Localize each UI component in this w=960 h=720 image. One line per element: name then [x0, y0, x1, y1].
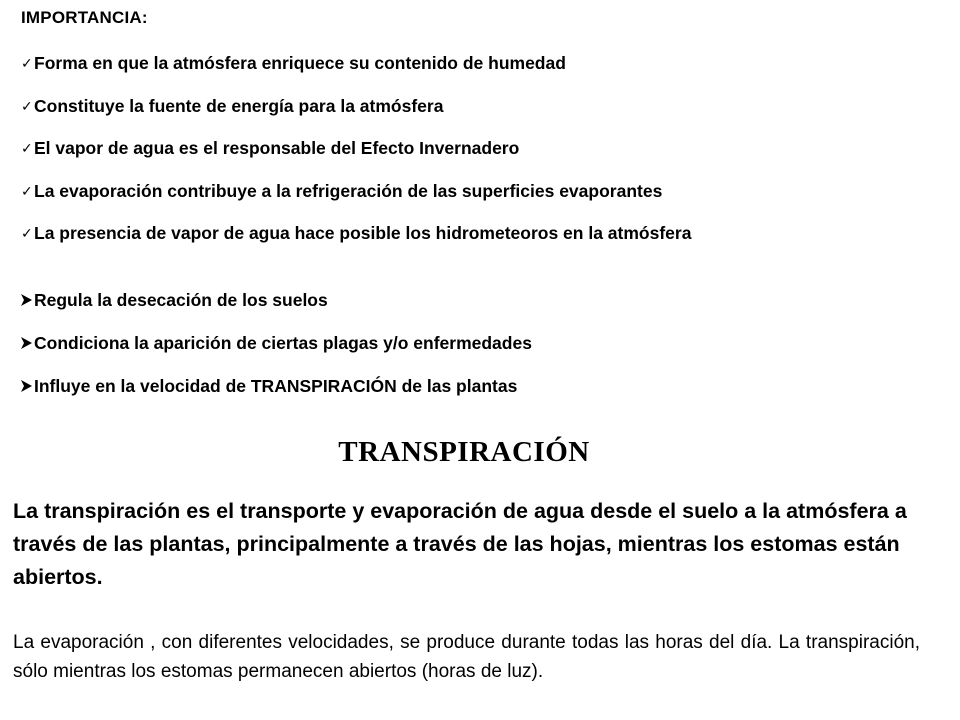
importance-check-list [21, 53, 691, 266]
importance-heading: IMPORTANCIA: [21, 8, 148, 27]
checkmark-icon: ✓ [21, 97, 33, 114]
checkmark-icon: ✓ [21, 140, 33, 156]
list-item [21, 223, 691, 243]
list-item-text: Constituye la fuente de energía para la atmósfera [34, 95, 444, 116]
list-item [21, 376, 532, 396]
section-title: TRANSPIRACIÓN [338, 436, 590, 468]
list-item [21, 53, 691, 73]
list-item-text: El vapor de agua es el responsable del Efecto Invernadero [34, 138, 520, 158]
list-item [21, 181, 691, 201]
list-item [21, 138, 691, 158]
definition-paragraph: La transpiración es el transporte y evaporación de agua desde el suelo a la atmósfera a través de las plantas, principalmente a través de las hojas, mientras los estomas están abiertos. [13, 499, 907, 589]
list-item-text: La presencia de vapor de agua hace posible los hidrometeoros en la atmósfera [34, 223, 692, 243]
list-item [21, 333, 532, 353]
importance-arrow-list [21, 290, 532, 419]
list-item-text: Regula la desecación de los suelos [34, 290, 328, 310]
list-item-text: Forma en que la atmósfera enriquece su contenido de humedad [34, 53, 566, 73]
arrow-bullet-icon [21, 333, 32, 349]
arrow-bullet-icon [21, 376, 32, 392]
list-item [21, 290, 532, 310]
note-paragraph: La evaporación , con diferentes velocidades, se produce durante todas las horas del día. La transpiración, sólo mientras los estomas permanecen abiertos (horas de luz). [13, 632, 920, 682]
checkmark-icon: ✓ [21, 55, 33, 71]
list-item-text: Condiciona la aparición de ciertas plagas y/o enfermedades [34, 333, 532, 353]
arrow-bullet-icon [21, 290, 32, 306]
checkmark-icon: ✓ [21, 225, 33, 241]
list-item-text: Influye en la velocidad de TRANSPIRACIÓN de las plantas [34, 376, 518, 396]
checkmark-icon: ✓ [21, 182, 33, 199]
list-item [21, 96, 691, 116]
list-item-text: La evaporación contribuye a la refrigeración de las superficies evaporantes [34, 180, 663, 201]
